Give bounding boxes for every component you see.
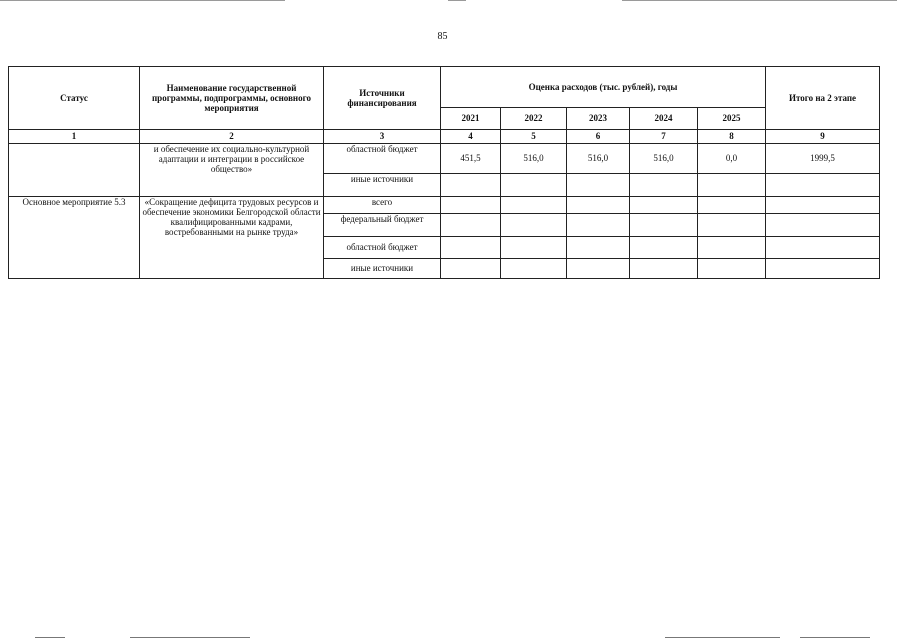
column-number: 6 <box>567 130 630 144</box>
value-cell <box>567 259 630 279</box>
value-cell <box>698 214 766 237</box>
value-cell: 516,0 <box>501 144 567 174</box>
source-cell: областной бюджет <box>324 144 441 174</box>
table-row <box>9 144 880 174</box>
total-cell: 1999,5 <box>766 144 880 174</box>
bottom-border-left <box>35 637 65 638</box>
value-cell <box>441 259 501 279</box>
bottom-border-mid <box>130 637 250 638</box>
top-border-right <box>622 0 897 1</box>
header-estimate: Оценка расходов (тыс. рублей), годы <box>441 67 766 108</box>
value-cell <box>567 174 630 197</box>
value-cell <box>567 197 630 214</box>
total-cell <box>766 174 880 197</box>
top-border-mark <box>448 0 466 1</box>
column-number: 2 <box>140 130 324 144</box>
header-status: Статус <box>9 67 140 130</box>
value-cell <box>501 174 567 197</box>
status-cell: Основное мероприятие 5.3 <box>9 197 140 279</box>
column-number-row <box>9 130 880 144</box>
value-cell <box>630 259 698 279</box>
name-cell: и обеспечение их социально-культурной адаптации и интеграции в российское общество» <box>140 144 324 197</box>
value-cell <box>630 197 698 214</box>
value-cell <box>501 237 567 259</box>
value-cell: 516,0 <box>630 144 698 174</box>
total-cell <box>766 214 880 237</box>
value-cell <box>501 259 567 279</box>
bottom-border-far-right <box>800 637 870 638</box>
value-cell <box>567 237 630 259</box>
header-row <box>9 67 880 108</box>
value-cell <box>501 214 567 237</box>
column-number: 4 <box>441 130 501 144</box>
table-row <box>9 197 880 214</box>
value-cell <box>698 174 766 197</box>
value-cell: 0,0 <box>698 144 766 174</box>
header-year: 2021 <box>441 108 501 130</box>
header-year: 2022 <box>501 108 567 130</box>
expense-table <box>8 66 880 279</box>
total-cell <box>766 197 880 214</box>
status-cell <box>9 144 140 197</box>
value-cell <box>501 197 567 214</box>
value-cell <box>441 237 501 259</box>
total-cell <box>766 259 880 279</box>
value-cell: 451,5 <box>441 144 501 174</box>
column-number: 8 <box>698 130 766 144</box>
source-cell: иные источники <box>324 259 441 279</box>
source-cell: федеральный бюджет <box>324 214 441 237</box>
column-number: 7 <box>630 130 698 144</box>
value-cell <box>630 174 698 197</box>
value-cell <box>698 237 766 259</box>
bottom-border-right <box>665 637 780 638</box>
value-cell <box>630 237 698 259</box>
value-cell <box>567 214 630 237</box>
name-cell: «Сокращение дефицита трудовых ресурсов и обеспечение экономики Белгородской области квалифицированными кадрами, востребованными на рынке труда» <box>140 197 324 279</box>
header-year: 2025 <box>698 108 766 130</box>
source-cell: всего <box>324 197 441 214</box>
header-total: Итого на 2 этапе <box>766 67 880 130</box>
source-cell: иные источники <box>324 174 441 197</box>
column-number: 3 <box>324 130 441 144</box>
value-cell <box>698 259 766 279</box>
header-year: 2023 <box>567 108 630 130</box>
value-cell <box>441 197 501 214</box>
header-name: Наименование государственной программы, подпрограммы, основного мероприятия <box>140 67 324 130</box>
value-cell <box>630 214 698 237</box>
value-cell <box>441 174 501 197</box>
top-border-left <box>0 0 285 1</box>
header-year: 2024 <box>630 108 698 130</box>
value-cell: 516,0 <box>567 144 630 174</box>
source-cell: областной бюджет <box>324 237 441 259</box>
value-cell <box>441 214 501 237</box>
column-number: 9 <box>766 130 880 144</box>
header-sources: Источники финансирования <box>324 67 441 130</box>
page-number: 85 <box>437 31 448 42</box>
column-number: 1 <box>9 130 140 144</box>
total-cell <box>766 237 880 259</box>
column-number: 5 <box>501 130 567 144</box>
value-cell <box>698 197 766 214</box>
